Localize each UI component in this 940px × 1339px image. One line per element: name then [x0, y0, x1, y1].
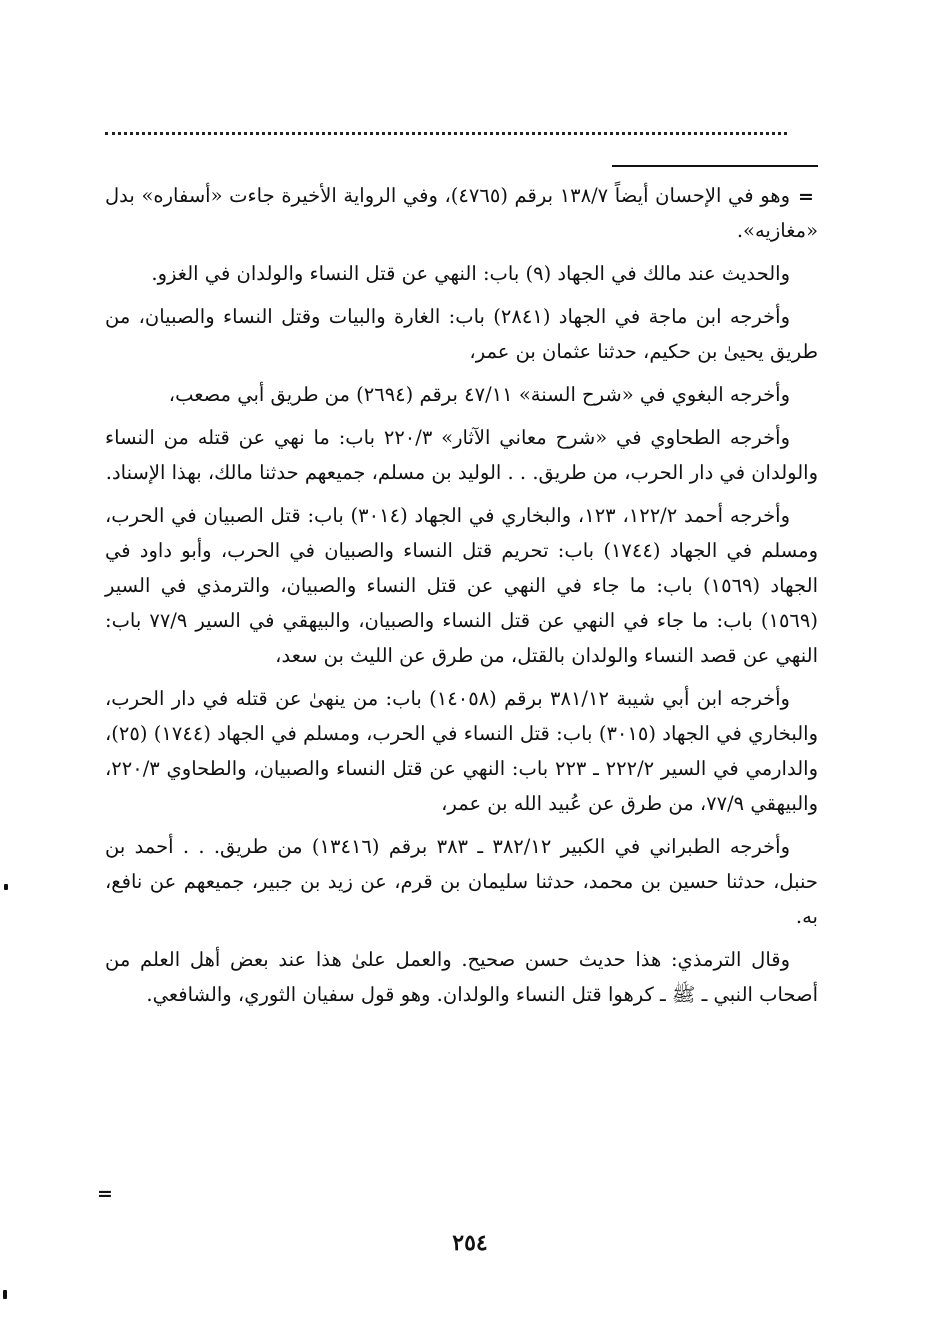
paragraph-text: وأخرجه الطحاوي في «شرح معاني الآثار» ٢٢٠/٣ باب: ما نهي عن قتله من النساء والولدان في دار الحرب، من طريق. . . الوليد بن مسلم، جميعهم حدثنا مالك، بهذا الإسناد. [105, 426, 818, 484]
paragraph-ibn-majah [105, 299, 818, 369]
paragraph-text: وأخرجه البغوي في «شرح السنة» ٤٧/١١ برقم (٢٦٩٤) من طريق أبي مصعب، [168, 383, 790, 406]
paragraph-tabarani [105, 829, 818, 934]
scan-speck [3, 1290, 7, 1299]
paragraph-text: وهو في الإحسان أيضاً ١٣٨/٧ برقم (٤٧٦٥)، وفي الرواية الأخيرة جاءت «أسفاره» بدل «مغازيه». [105, 184, 818, 242]
paragraph-text: والحديث عند مالك في الجهاد (٩) باب: النهي عن قتل النساء والولدان في الغزو. [151, 262, 790, 285]
paragraph-text: وأخرجه ابن أبي شيبة ٣٨١/١٢ برقم (١٤٠٥٨) باب: من ينهىٰ عن قتله في دار الحرب، والبخاري في الجهاد (٣٠١٥) باب: قتل النساء في الحرب، ومسلم في الجهاد (١٧٤٤) (٢٥)، والدارمي في السير ٢٢٢/٢ ـ ٢٢٣ باب: النهي عن قتل النساء والصبيان، والطحاوي ٢٢٠/٣، والبيهقي ٧٧/٩، من طرق عن عُبيد الله بن عمر، [105, 687, 818, 815]
continuation-marker: = [798, 186, 814, 208]
footnote-body [105, 178, 818, 1020]
page-number: ٢٥٤ [452, 1230, 488, 1256]
paragraph-text: وأخرجه أحمد ١٢٢/٢، ١٢٣، والبخاري في الجهاد (٣٠١٤) باب: قتل الصبيان في الحرب، ومسلم في الجهاد (١٧٤٤) باب: تحريم قتل النساء والصبيان في الحرب، وأبو داود في الجهاد (١٥٦٩) باب: ما جاء في النهي عن قتل النساء والصبيان، والترمذي في السير (١٥٦٩) باب: ما جاء في النهي عن قتل النساء والصبيان، والبيهقي في السير ٧٧/٩ باب: النهي عن قصد النساء والولدان بالقتل، من طرق عن الليث بن سعد، [105, 504, 818, 667]
paragraph-tahawi [105, 420, 818, 490]
paragraph-ibn-abi-shaybah [105, 681, 818, 821]
paragraph-text: وقال الترمذي: هذا حديث حسن صحيح. والعمل علىٰ هذا عند بعض أهل العلم من أصحاب النبي ـ ﷺ ـ كرهوا قتل النساء والولدان. وهو قول سفيان الثوري، والشافعي. [105, 948, 818, 1006]
paragraph-ahmad [105, 498, 818, 673]
end-marker: = [97, 1183, 113, 1205]
scan-speck [4, 884, 8, 890]
paragraph-ihsan [105, 178, 818, 248]
paragraph-malik [105, 256, 818, 291]
paragraph-text: وأخرجه ابن ماجة في الجهاد (٢٨٤١) باب: الغارة والبيات وقتل النساء والصبيان، من طريق يحيىٰ بن حكيم، حدثنا عثمان بن عمر، [105, 305, 818, 363]
paragraph-tirmidhi [105, 942, 818, 1012]
footnote-rule [612, 165, 818, 167]
dotted-separator [105, 132, 787, 135]
paragraph-text: وأخرجه الطبراني في الكبير ٣٨٢/١٢ ـ ٣٨٣ برقم (١٣٤١٦) من طريق. . . أحمد بن حنبل، حدثنا حسين بن محمد، حدثنا سليمان بن قرم، عن زيد بن جبير، جميعهم عن نافع، به. [105, 835, 818, 928]
paragraph-baghawi [105, 377, 818, 412]
